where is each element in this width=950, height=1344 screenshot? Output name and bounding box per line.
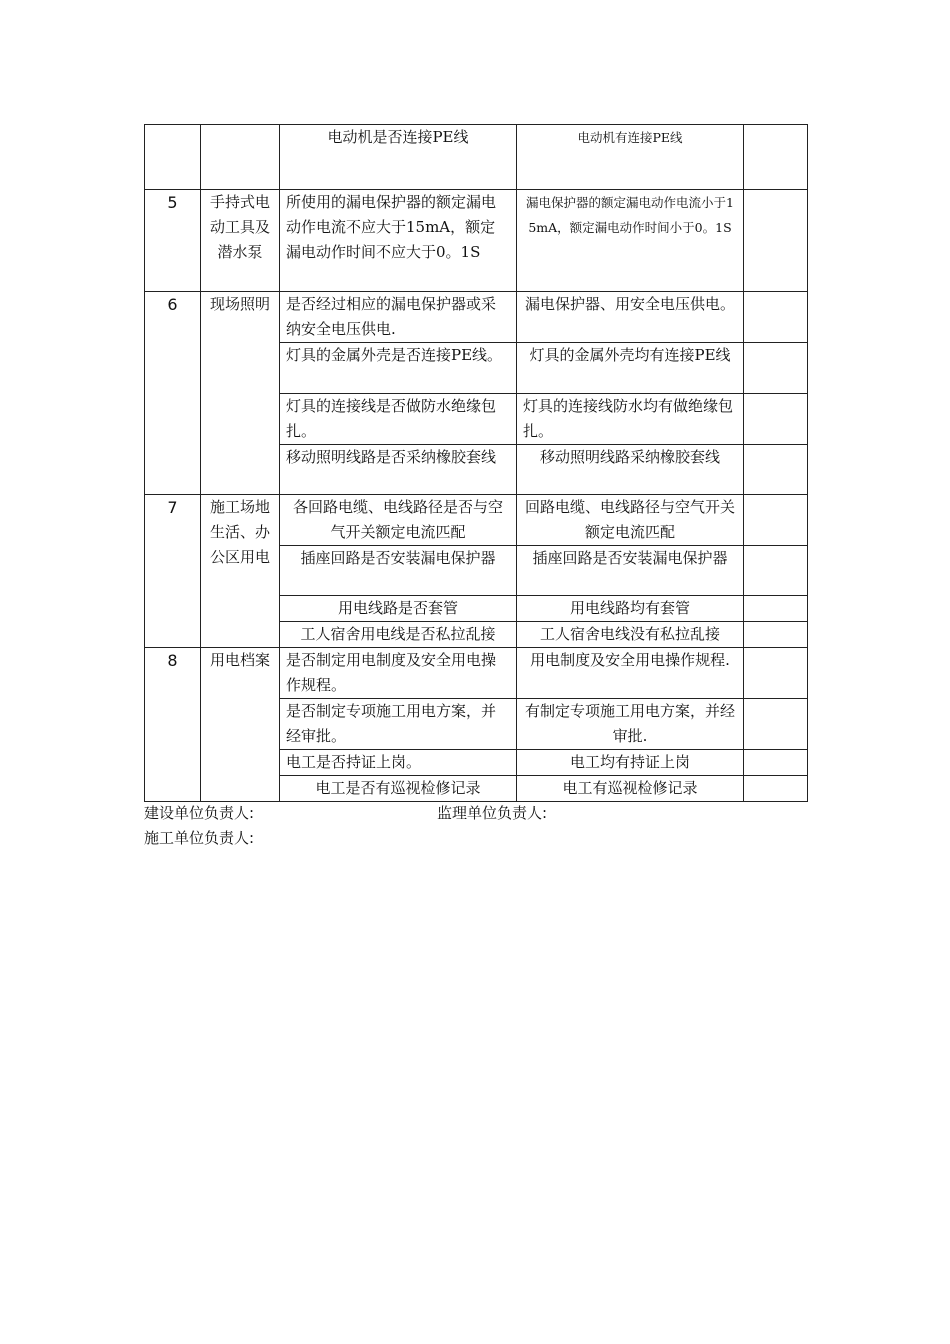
remark-cell bbox=[744, 648, 808, 699]
check-result-cell: 有制定专项施工用电方案，并经审批. bbox=[517, 699, 744, 750]
check-item-cell: 是否制定用电制度及安全用电操作规程。 bbox=[280, 648, 517, 699]
check-result-cell: 灯具的连接线防水均有做绝缘包扎。 bbox=[517, 394, 744, 445]
check-result-cell: 电工有巡视检修记录 bbox=[517, 776, 744, 802]
check-result-cell: 电动机有连接PE线 bbox=[517, 125, 744, 190]
check-result-cell: 电工均有持证上岗 bbox=[517, 750, 744, 776]
supervision-unit-signature-label: 监理单位负责人: bbox=[437, 804, 548, 822]
check-item-cell: 所使用的漏电保护器的额定漏电动作电流不应大于15mA，额定漏电动作时间不应大于0。1S bbox=[280, 190, 517, 292]
check-result-cell: 漏电保护器的额定漏电动作电流小于15mA，额定漏电动作时间小于0。1S bbox=[517, 190, 744, 292]
category-cell: 现场照明 bbox=[201, 292, 280, 495]
check-result-cell: 漏电保护器、用安全电压供电。 bbox=[517, 292, 744, 343]
check-item-cell: 用电线路是否套管 bbox=[280, 596, 517, 622]
remark-cell bbox=[744, 495, 808, 546]
number-cell: 8 bbox=[145, 648, 201, 802]
number-cell: 7 bbox=[145, 495, 201, 648]
check-result-cell: 移动照明线路采纳橡胶套线 bbox=[517, 445, 744, 495]
number-cell bbox=[145, 125, 201, 190]
check-item-cell: 插座回路是否安装漏电保护器 bbox=[280, 546, 517, 596]
builder-unit-signature-label: 施工单位负责人: bbox=[144, 829, 255, 847]
remark-cell bbox=[744, 596, 808, 622]
category-cell: 手持式电动工具及潜水泵 bbox=[201, 190, 280, 292]
check-item-cell: 电动机是否连接PE线 bbox=[280, 125, 517, 190]
check-result-cell: 灯具的金属外壳均有连接PE线 bbox=[517, 343, 744, 394]
remark-cell bbox=[744, 776, 808, 802]
construction-unit-signature-label: 建设单位负责人: bbox=[144, 804, 255, 822]
table-row bbox=[145, 495, 808, 546]
remark-cell bbox=[744, 292, 808, 343]
table-row bbox=[145, 125, 808, 190]
check-result-cell: 用电线路均有套管 bbox=[517, 596, 744, 622]
inspection-table bbox=[144, 124, 808, 802]
check-item-cell: 电工是否有巡视检修记录 bbox=[280, 776, 517, 802]
remark-cell bbox=[744, 190, 808, 292]
category-cell: 施工场地生活、办公区用电 bbox=[201, 495, 280, 648]
check-item-cell: 移动照明线路是否采纳橡胶套线 bbox=[280, 445, 517, 495]
remark-cell bbox=[744, 445, 808, 495]
remark-cell bbox=[744, 394, 808, 445]
number-cell: 6 bbox=[145, 292, 201, 495]
category-cell bbox=[201, 125, 280, 190]
check-item-cell: 灯具的金属外壳是否连接PE线。 bbox=[280, 343, 517, 394]
check-item-cell: 工人宿舍用电线是否私拉乱接 bbox=[280, 622, 517, 648]
table-row bbox=[145, 190, 808, 292]
category-cell: 用电档案 bbox=[201, 648, 280, 802]
check-result-cell: 插座回路是否安装漏电保护器 bbox=[517, 546, 744, 596]
table-row bbox=[145, 292, 808, 343]
remark-cell bbox=[744, 699, 808, 750]
check-item-cell: 灯具的连接线是否做防水绝缘包扎。 bbox=[280, 394, 517, 445]
remark-cell bbox=[744, 546, 808, 596]
check-item-cell: 电工是否持证上岗。 bbox=[280, 750, 517, 776]
check-result-cell: 回路电缆、电线路径与空气开关额定电流匹配 bbox=[517, 495, 744, 546]
remark-cell bbox=[744, 622, 808, 648]
number-cell: 5 bbox=[145, 190, 201, 292]
remark-cell bbox=[744, 343, 808, 394]
check-item-cell: 是否经过相应的漏电保护器或采纳安全电压供电. bbox=[280, 292, 517, 343]
check-item-cell: 是否制定专项施工用电方案，并经审批。 bbox=[280, 699, 517, 750]
check-item-cell: 各回路电缆、电线路径是否与空气开关额定电流匹配 bbox=[280, 495, 517, 546]
table-row bbox=[145, 648, 808, 699]
check-result-cell: 工人宿舍电线没有私拉乱接 bbox=[517, 622, 744, 648]
remark-cell bbox=[744, 125, 808, 190]
remark-cell bbox=[744, 750, 808, 776]
check-result-cell: 用电制度及安全用电操作规程. bbox=[517, 648, 744, 699]
